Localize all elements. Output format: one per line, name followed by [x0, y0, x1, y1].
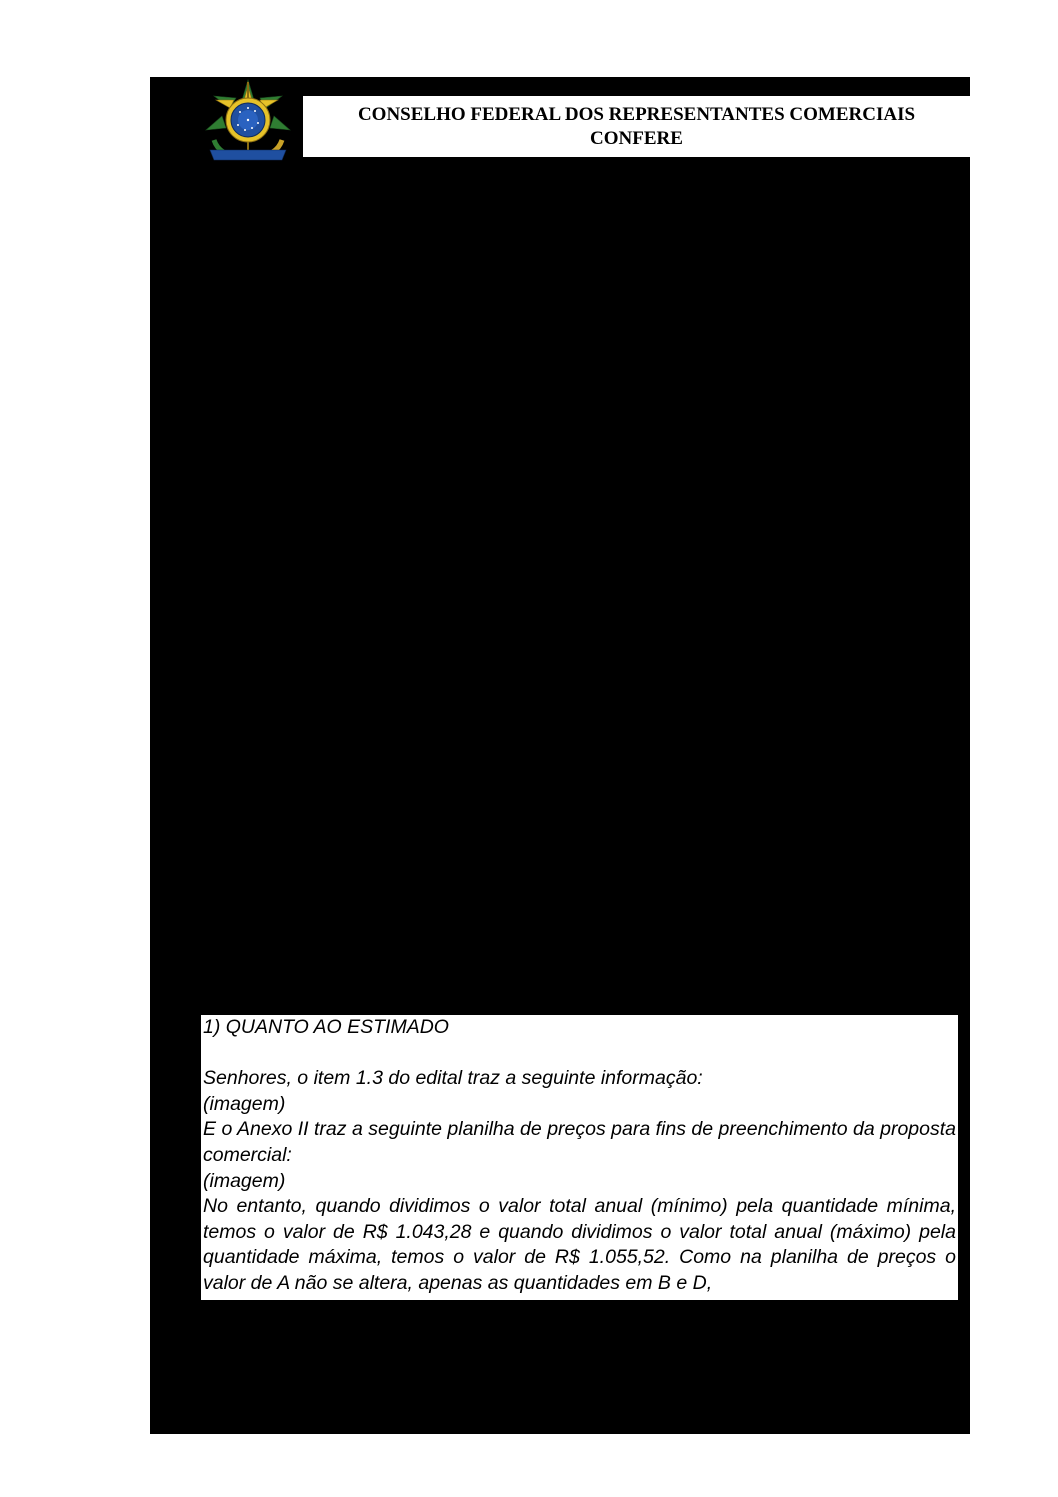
- brazil-coat-of-arms-icon: [200, 78, 296, 164]
- image-placeholder: (imagem): [203, 1169, 286, 1192]
- blank-line: [203, 1041, 956, 1067]
- text-excerpt: [201, 1015, 958, 1300]
- paragraph: E o Anexo II traz a seguinte planilha de preços para fins de preenchimento da proposta comercial:: [203, 1118, 956, 1166]
- header-title: CONSELHO FEDERAL DOS REPRESENTANTES COMERCIAIS: [357, 103, 916, 125]
- document-header: [303, 96, 970, 157]
- paragraph: Senhores, o item 1.3 do edital traz a seguinte informação:: [203, 1067, 703, 1090]
- section-title: 1) QUANTO AO ESTIMADO: [203, 1016, 449, 1038]
- paragraph: No entanto, quando dividimos o valor total anual (mínimo) pela quantidade mínima, temos o valor de R$ 1.043,28 e quando dividimos o valor total anual (máximo) pela quantidade máxima, temos o valor de R$ 1.055,52. Como na planilha de preços o valor de A não se altera, apenas as quantidades em B e D,: [203, 1195, 956, 1294]
- image-placeholder: (imagem): [203, 1092, 286, 1115]
- header-subtitle: CONFERE: [590, 127, 683, 149]
